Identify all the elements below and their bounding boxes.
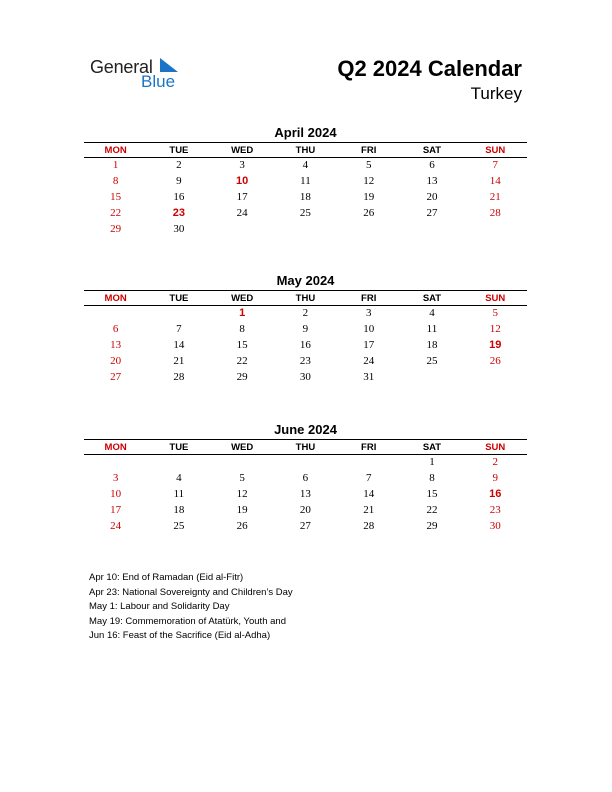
- day-cell: 22: [236, 354, 248, 367]
- month-title: June 2024: [274, 422, 337, 437]
- day-cell: 24: [110, 519, 122, 532]
- logo-text-general: General: [90, 57, 153, 77]
- week-row: [84, 158, 527, 174]
- day-cell: 4: [302, 159, 309, 172]
- week-row: [84, 471, 527, 487]
- weekday-label: TUE: [169, 441, 189, 453]
- day-cell: 2: [302, 307, 309, 320]
- week-row: [84, 455, 527, 471]
- day-cell: 9: [492, 472, 498, 485]
- weekday-label: WED: [231, 292, 254, 304]
- day-cell: 24: [236, 206, 248, 219]
- day-cell: 11: [300, 175, 311, 188]
- day-cell: 19: [489, 338, 502, 351]
- day-cell: 1: [429, 456, 435, 469]
- weekday-label: SAT: [422, 441, 442, 453]
- day-cell: 16: [489, 487, 502, 500]
- day-cell: 20: [426, 190, 438, 203]
- day-cell: 10: [363, 323, 375, 336]
- day-cell: 30: [489, 519, 501, 532]
- holiday-note: Jun 16: Feast of the Sacrifice (Eid al-Adha): [89, 630, 271, 641]
- day-cell: 28: [489, 206, 501, 219]
- day-cell: 26: [363, 206, 375, 219]
- day-cell: 12: [236, 487, 248, 500]
- day-cell: 17: [363, 338, 375, 351]
- day-cell: 21: [489, 190, 501, 203]
- week-row: [84, 487, 527, 503]
- week-row: [84, 174, 527, 190]
- day-cell: 28: [363, 519, 375, 532]
- day-cell: 18: [426, 338, 438, 351]
- day-cell: 1: [112, 159, 119, 172]
- day-cell: 28: [173, 370, 185, 383]
- holiday-note: May 19: Commemoration of Atatürk, Youth and: [89, 615, 286, 627]
- day-cell: 7: [365, 472, 372, 485]
- day-cell: 27: [299, 519, 311, 532]
- country-name: Turkey: [470, 84, 522, 103]
- day-cell: 14: [363, 487, 375, 500]
- day-cell: 14: [173, 338, 185, 351]
- weekday-label: WED: [231, 144, 254, 156]
- day-cell: 4: [429, 307, 435, 320]
- day-cell: 23: [489, 503, 501, 516]
- week-row: [84, 338, 527, 354]
- day-cell: 2: [176, 159, 182, 172]
- holiday-notes: [89, 571, 293, 644]
- day-cell: 15: [236, 338, 248, 351]
- day-cell: 25: [426, 354, 438, 367]
- weekday-label: MON: [104, 292, 127, 304]
- weekday-label: SAT: [422, 292, 442, 304]
- weekday-label: MON: [104, 144, 127, 156]
- week-row: [84, 306, 527, 322]
- month-june: [84, 421, 527, 534]
- day-cell: 26: [489, 354, 501, 367]
- weekday-label: MON: [104, 441, 127, 453]
- day-cell: 12: [489, 323, 501, 336]
- day-cell: 16: [173, 190, 185, 203]
- day-cell: 7: [492, 159, 498, 172]
- weekday-header: [84, 439, 527, 455]
- day-cell: 11: [173, 487, 185, 500]
- day-cell: 30: [173, 222, 185, 235]
- day-cell: 21: [363, 503, 375, 516]
- day-cell: 8: [239, 323, 245, 336]
- weekday-label: TUE: [169, 144, 189, 156]
- week-row: [84, 369, 527, 385]
- weekday-label: WED: [231, 441, 254, 453]
- month-title: April 2024: [274, 125, 337, 140]
- day-cell: 4: [176, 472, 182, 485]
- day-cell: 1: [239, 307, 246, 320]
- day-cell: 16: [299, 338, 311, 351]
- day-cell: 6: [429, 159, 435, 172]
- day-cell: 6: [302, 472, 309, 485]
- weekday-label: SUN: [485, 441, 506, 453]
- day-cell: 8: [429, 472, 435, 485]
- day-cell: 27: [426, 206, 438, 219]
- day-cell: 25: [173, 519, 185, 532]
- weekday-label: THU: [295, 292, 316, 304]
- week-row: [84, 518, 527, 534]
- day-cell: 13: [299, 487, 311, 500]
- day-cell: 11: [426, 323, 438, 336]
- day-cell: 29: [236, 370, 248, 383]
- holiday-note: Apr 10: End of Ramadan (Eid al-Fitr): [89, 572, 244, 583]
- page-title: Q2 2024 Calendar: [337, 56, 522, 81]
- day-cell: 13: [426, 175, 438, 188]
- week-row: [84, 205, 527, 221]
- day-cell: 17: [236, 190, 248, 203]
- day-cell: 15: [110, 190, 122, 203]
- day-cell: 18: [299, 190, 311, 203]
- week-row: [84, 322, 527, 338]
- day-cell: 20: [110, 354, 122, 367]
- day-cell: 12: [363, 175, 375, 188]
- weekday-label: THU: [295, 441, 316, 453]
- day-cell: 31: [363, 370, 375, 383]
- day-cell: 3: [365, 307, 372, 320]
- day-cell: 20: [299, 503, 311, 516]
- day-cell: 24: [363, 354, 375, 367]
- weekday-label: FRI: [361, 292, 377, 304]
- holiday-note: Apr 23: National Sovereignty and Children’s Day: [89, 586, 293, 598]
- day-cell: 18: [173, 503, 185, 516]
- brand-logo: [90, 56, 200, 96]
- weekday-label: FRI: [361, 144, 377, 156]
- week-row: [84, 353, 527, 369]
- day-cell: 10: [236, 175, 249, 188]
- day-cell: 26: [236, 519, 248, 532]
- day-cell: 23: [299, 354, 311, 367]
- weekday-label: SUN: [485, 292, 506, 304]
- day-cell: 7: [176, 323, 182, 336]
- day-cell: 3: [112, 472, 119, 485]
- day-cell: 9: [176, 175, 182, 188]
- day-cell: 22: [110, 206, 122, 219]
- month-may: [84, 272, 527, 385]
- day-cell: 27: [110, 370, 122, 383]
- day-cell: 5: [492, 307, 498, 320]
- day-cell: 17: [110, 503, 122, 516]
- logo-text-blue: Blue: [141, 72, 176, 91]
- weekday-label: FRI: [361, 441, 377, 453]
- day-cell: 6: [112, 323, 119, 336]
- week-row: [84, 190, 527, 206]
- day-cell: 23: [172, 206, 186, 219]
- day-cell: 29: [426, 519, 438, 532]
- day-cell: 29: [110, 222, 122, 235]
- day-cell: 5: [365, 159, 372, 172]
- day-cell: 14: [489, 175, 501, 188]
- day-cell: 2: [492, 456, 498, 469]
- day-cell: 22: [426, 503, 438, 516]
- holiday-note: May 1: Labour and Solidarity Day: [89, 601, 230, 612]
- day-cell: 10: [110, 487, 122, 500]
- day-cell: 25: [299, 206, 311, 219]
- day-cell: 19: [363, 190, 375, 203]
- weekday-label: THU: [295, 144, 316, 156]
- weekday-header: [84, 290, 527, 306]
- day-cell: 15: [426, 487, 438, 500]
- month-title: May 2024: [276, 273, 335, 288]
- weekday-label: TUE: [169, 292, 189, 304]
- weekday-label: SAT: [422, 144, 442, 156]
- day-cell: 5: [239, 472, 245, 485]
- day-cell: 21: [173, 354, 185, 367]
- week-row: [84, 221, 527, 237]
- day-cell: 9: [302, 323, 309, 336]
- day-cell: 13: [110, 338, 122, 351]
- day-cell: 3: [239, 159, 245, 172]
- day-cell: 19: [236, 503, 248, 516]
- day-cell: 30: [299, 370, 311, 383]
- weekday-label: SUN: [485, 144, 506, 156]
- month-april: [84, 124, 527, 237]
- day-cell: 8: [112, 175, 119, 188]
- weekday-header: [84, 142, 527, 158]
- week-row: [84, 502, 527, 518]
